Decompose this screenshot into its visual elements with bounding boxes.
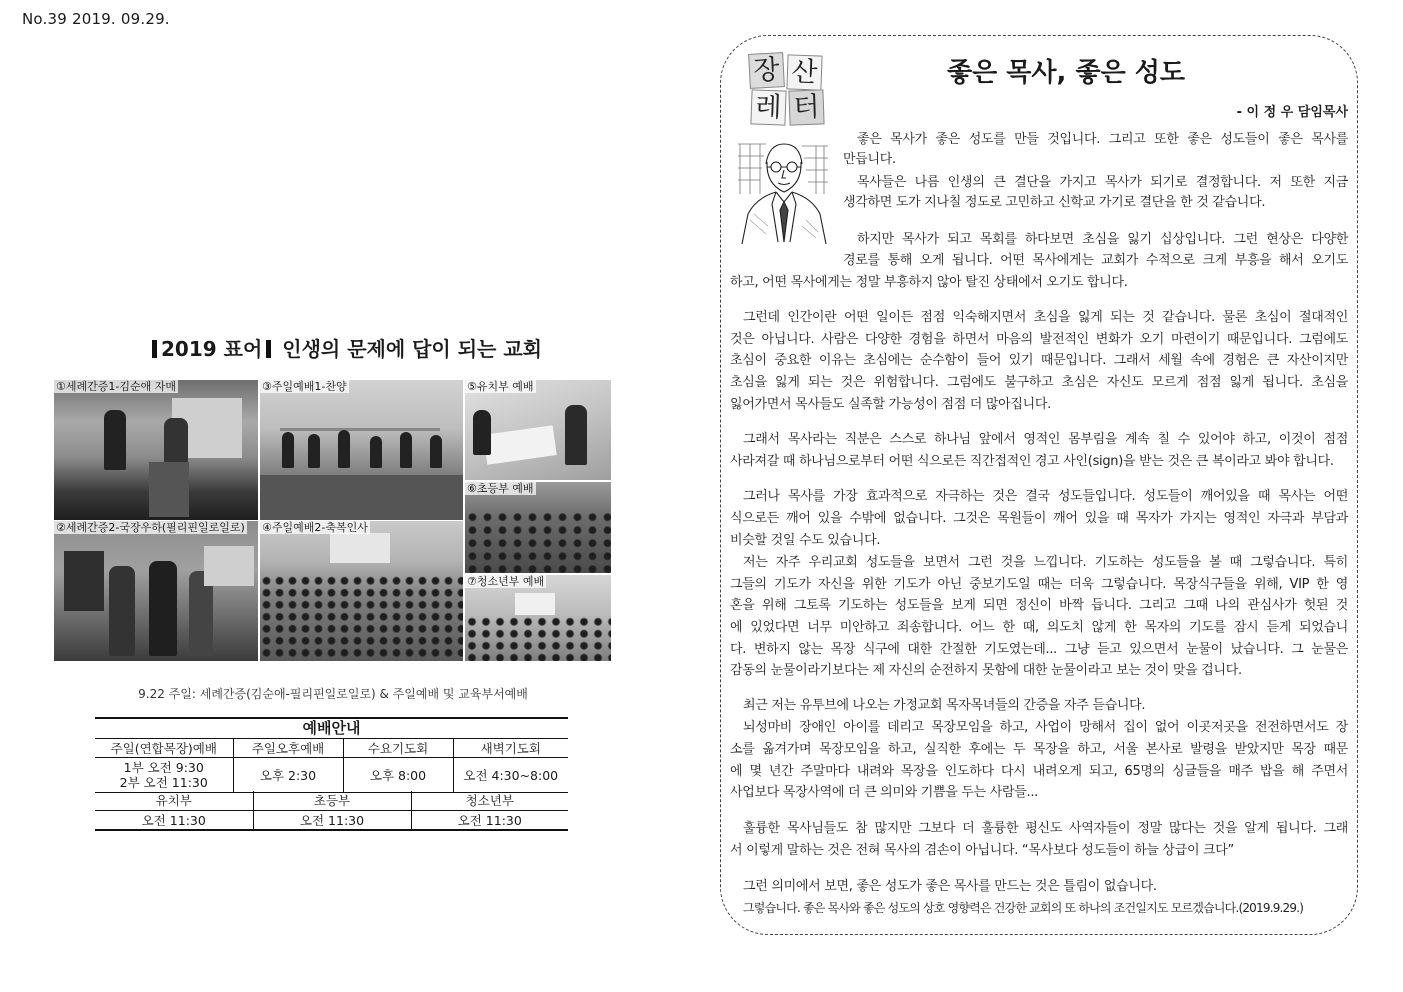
photo-sunday-worship-blessing bbox=[260, 521, 463, 661]
letter-line: 생각하면 도가 지나칠 정도로 고민하고 신학교 가기로 결단을 한 것 같습니다. bbox=[843, 195, 1266, 210]
letter-line: 에 있었다면 너무 미안하고 죄송합니다. 어느 한 때, 의도치 않게 한 목자의 기도를 잠시 듣게 되었습니 bbox=[730, 620, 1348, 635]
photo-label: ④주일예배2-축복인사 bbox=[262, 521, 368, 534]
letter-line: 사라져갈 때 하나님으로부터 어떤 식으로든 직간접적인 경고 사인(sign)을 받는 것은 큰 복이라고 봐야 합니다. bbox=[730, 454, 1334, 469]
letter-line: 비슷할 것일 수도 있습니다. bbox=[730, 533, 881, 548]
photo-baptism-testimony-2 bbox=[54, 521, 258, 661]
schedule-value: 오후 8:00 bbox=[343, 758, 453, 793]
letter-line: 다. 변하지 않는 목장 식구에 대한 간절한 기도였는데... 그냥 듣고 있으면서 눈물이 났습니다. 그 눈물은 bbox=[730, 642, 1348, 657]
photo-caption: 9.22 주일: 세례간증(김순애-필리핀일로일로) & 주일예배 및 교육부서예배 bbox=[138, 687, 528, 701]
department-header: 유치부 bbox=[95, 791, 253, 811]
photo-label: ③주일예배1-찬양 bbox=[262, 380, 347, 393]
photo-label: ⑦청소년부 예배 bbox=[467, 575, 545, 588]
letter-line: 그들의 기도가 자신을 위한 기도가 아닌 중보기도일 때는 더욱 그렇습니다. 목장식구들을 위해, VIP 한 영 bbox=[730, 577, 1348, 592]
letter-line: 서 이렇게 말하는 것은 전혀 목사의 겸손이 아닙니다. “목사보다 성도들이 하늘 상급이 크다” bbox=[730, 843, 1234, 858]
photo-baptism-testimony-1 bbox=[54, 380, 258, 520]
department-time: 오전 11:30 bbox=[253, 811, 411, 831]
letter-line: 하고, 어떤 목사에게는 정말 부흥하지 않아 탈진 상태에서 오기도 합니다. bbox=[730, 275, 1128, 290]
letter-line: 잃어가면서 목사들도 실족할 가능성이 점점 더 많아집니다. bbox=[730, 397, 1052, 412]
photo-kindergarten-worship bbox=[465, 380, 611, 480]
yearly-motto bbox=[95, 333, 595, 361]
letter-line: 뇌성마비 장애인 아이를 데리고 목장모임을 하고, 사업이 망해서 집이 없어 이곳저곳을 전전하면서도 장 bbox=[743, 720, 1348, 735]
letter-author: - 이 정 우 담임목사 bbox=[1236, 105, 1348, 120]
letter-line: 에 몇 년간 주말마다 내려와 목장을 인도하다 다시 내려오게 되고, 65명의 싱글들을 매주 밥을 해 주면서 bbox=[730, 764, 1348, 779]
photo-youth-worship bbox=[465, 575, 611, 661]
letter-line: 그래서 목사라는 직분은 스스로 하나님 앞에서 영적인 몸부림을 계속 칠 수 있어야 하고, 이것이 점점 bbox=[743, 432, 1348, 447]
schedule-header: 수요기도회 bbox=[343, 739, 453, 758]
motto-bar-icon bbox=[152, 340, 157, 358]
department-header: 초등부 bbox=[253, 791, 411, 811]
worship-schedule-table bbox=[95, 717, 568, 793]
letter-line: 그런데 인간이란 어떤 일이든 점점 익숙해지면서 초심을 잃게 되는 것 같습니다. 물론 초심이 절대적인 bbox=[743, 310, 1348, 325]
letter-line: 식으로든 깨어 있을 수밖에 없습니다. 그것은 목원들이 깨어 있을 때 목자가 가지는 영적인 자극과 부담과 bbox=[730, 511, 1348, 526]
letter-line: 그런 의미에서 보면, 좋은 성도가 좋은 목사를 만드는 것은 틀림이 없습니다. bbox=[743, 879, 1157, 894]
letter-line: 훌륭한 목사님들도 참 많지만 그보다 더 훌륭한 평신도 사역자들이 정말 많다는 것을 알게 됩니다. 그래 bbox=[743, 821, 1348, 836]
letter-line: 목사들은 나름 인생의 큰 결단을 가지고 목사가 되기로 결정합니다. 저 또한 지금 bbox=[857, 175, 1348, 190]
letter-line: 만듭니다. bbox=[843, 152, 896, 167]
schedule-header: 주일(연합목장)예배 bbox=[95, 739, 233, 758]
letter-line: 저는 자주 우리교회 성도들을 보면서 그런 것을 느낍니다. 기도하는 성도들을 볼 때 그렇습니다. 특히 bbox=[743, 555, 1348, 570]
sunday-first-service: 1부 오전 9:30 bbox=[123, 760, 204, 775]
photo-label: ⑤유치부 예배 bbox=[467, 380, 534, 393]
motto-text: 인생의 문제에 답이 되는 교회 bbox=[282, 337, 542, 361]
sunday-second-service: 2부 오전 11:30 bbox=[119, 775, 208, 790]
motto-bar-icon bbox=[266, 340, 271, 358]
photo-label: ⑥초등부 예배 bbox=[467, 482, 534, 495]
letter-title: 좋은 목사, 좋은 성도 bbox=[947, 58, 1185, 88]
motto-label: 2019 표어 bbox=[161, 337, 263, 361]
letter-line: 초심을 잃게 되는 것은 위험합니다. 그럼에도 불구하고 초심은 자신도 모르게 점점 잃게 됩니다. 초심을 bbox=[730, 375, 1348, 390]
letter-line: 사업보다 목장사역에 더 큰 의미와 기쁨을 두는 사람들... bbox=[730, 785, 1038, 800]
letter-line: 감동의 눈물이라기보다는 제 자신의 순전하지 못함에 대한 눈물이라고 보는 것이 맞을 겁니다. bbox=[730, 663, 1242, 678]
schedule-header: 주일오후예배 bbox=[233, 739, 343, 758]
letter-line: 혼을 위해 그토록 기도하는 성도들을 보게 되면 정신이 바짝 듭니다. 그리고 그때 나의 관심사가 헛된 것 bbox=[730, 598, 1348, 613]
pastor-portrait-icon bbox=[736, 134, 830, 244]
logo-tile: 산 bbox=[786, 54, 822, 90]
letter-line: 최근 저는 유투브에 나오는 가정교회 목자목녀들의 간증을 자주 듣습니다. bbox=[743, 698, 1146, 713]
photo-elementary-worship bbox=[465, 482, 611, 573]
issue-number-date: No.39 2019. 09.29. bbox=[22, 10, 170, 28]
photo-label: ②세례간증2-국장우하(필리핀일로일로) bbox=[56, 521, 245, 534]
letter-line: 하지만 목사가 되고 목회를 하다보면 초심을 잃기 십상입니다. 그런 현상은 다양한 bbox=[857, 232, 1348, 247]
photo-sunday-worship-praise bbox=[260, 380, 463, 520]
department-schedule-table bbox=[95, 791, 568, 831]
letter-line: 좋은 목사가 좋은 성도를 만들 것입니다. 그리고 또한 좋은 성도들이 좋은 목사를 bbox=[857, 132, 1348, 147]
department-header: 청소년부 bbox=[411, 791, 568, 811]
logo-tile: 장 bbox=[748, 52, 785, 89]
letter-line: 그렇습니다. 좋은 목사와 좋은 성도의 상호 영향력은 건강한 교회의 또 하나의 조건일지도 모르겠습니다.(2019.9.29.) bbox=[743, 901, 1304, 915]
logo-tile: 터 bbox=[788, 89, 824, 125]
schedule-title: 예배안내 bbox=[95, 718, 568, 739]
letter-line: 그러나 목사를 가장 효과적으로 자극하는 것은 결국 성도들입니다. 성도들이 깨어있을 때 목사는 어떤 bbox=[743, 489, 1348, 504]
schedule-value: 오전 4:30~8:00 bbox=[453, 758, 568, 793]
schedule-header: 새벽기도회 bbox=[453, 739, 568, 758]
department-time: 오전 11:30 bbox=[95, 811, 253, 831]
letter-line: 소를 옮겨가며 목장모임을 하고, 실직한 후에는 두 목장을 하고, 서울 본사로 발령을 받았지만 목장 때문 bbox=[730, 742, 1348, 757]
letter-line: 초심이 중요한 이유는 초심에는 순수함이 들어 있기 때문입니다. 그래서 세월 속에 경험은 큰 자산이지만 bbox=[730, 353, 1348, 368]
photo-label: ①세례간증1-김순애 자매 bbox=[56, 380, 176, 393]
logo-tile: 레 bbox=[750, 89, 786, 125]
sunday-service-times bbox=[95, 758, 233, 793]
department-time: 오전 11:30 bbox=[411, 811, 568, 831]
letter-line: 경로를 통해 오게 됩니다. 어떤 목사에게는 교회가 수적으로 크게 부흥을 해서 오기도 bbox=[843, 253, 1348, 268]
letter-line: 것은 아닙니다. 사람은 다양한 경험을 하면서 마음의 발전적인 변화가 오기 마련이기 때문입니다. 그럼에도 bbox=[730, 332, 1348, 347]
schedule-value: 오후 2:30 bbox=[233, 758, 343, 793]
